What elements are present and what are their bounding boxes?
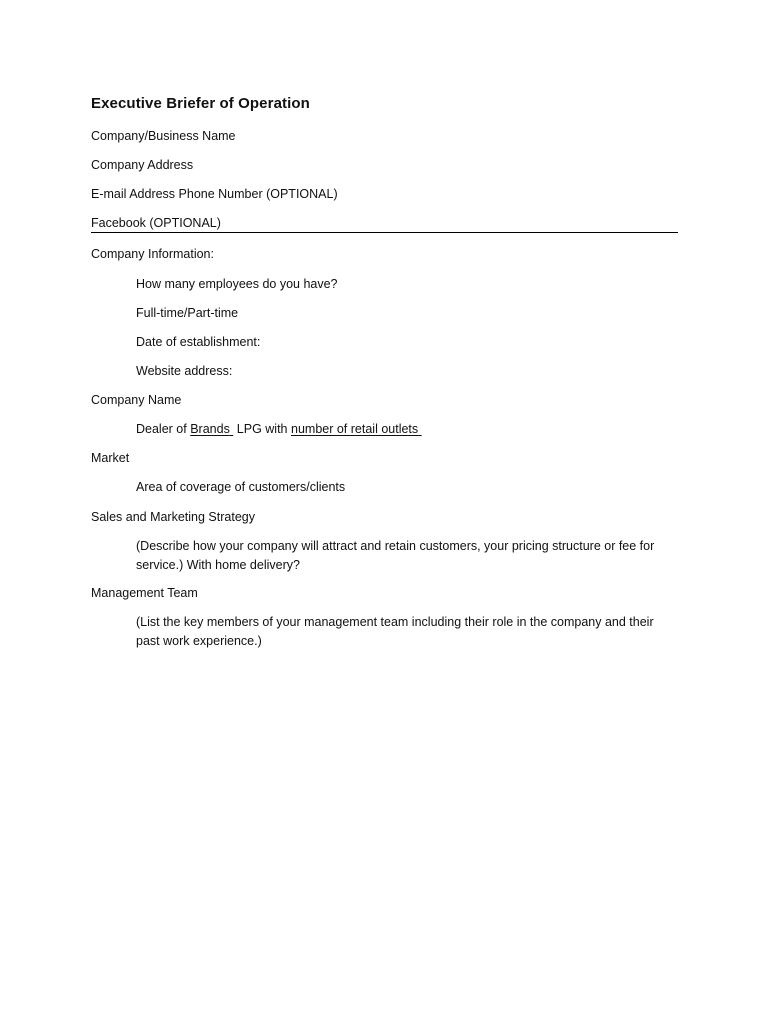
employees-question: How many employees do you have? bbox=[136, 277, 338, 291]
retail-outlets-blank: number of retail outlets bbox=[291, 422, 419, 436]
company-business-name-label: Company/Business Name bbox=[91, 129, 236, 143]
facebook-label: Facebook (OPTIONAL) bbox=[91, 216, 221, 230]
sales-marketing-description: (Describe how your company will attract and retain customers, your pricing structure or fee for service.) With home delivery? bbox=[136, 539, 655, 572]
company-information-heading: Company Information: bbox=[91, 247, 214, 261]
market-heading: Market bbox=[91, 451, 130, 465]
date-of-establishment-label: Date of establishment: bbox=[136, 335, 261, 349]
email-phone-label: E-mail Address Phone Number (OPTIONAL) bbox=[91, 187, 338, 201]
brands-blank: Brands bbox=[190, 422, 230, 436]
area-of-coverage-label: Area of coverage of customers/clients bbox=[136, 480, 346, 494]
sales-marketing-heading: Sales and Marketing Strategy bbox=[91, 510, 255, 524]
horizontal-rule bbox=[91, 232, 678, 233]
dealer-prefix: Dealer of bbox=[136, 422, 187, 436]
dealer-line bbox=[136, 420, 422, 439]
management-team-description: (List the key members of your management team including their role in the company and their past work experience.) bbox=[136, 615, 654, 648]
company-name-heading: Company Name bbox=[91, 393, 182, 407]
document-title: Executive Briefer of Operation bbox=[91, 95, 310, 112]
website-address-label: Website address: bbox=[136, 364, 233, 378]
fulltime-parttime-label: Full-time/Part-time bbox=[136, 306, 239, 320]
lpg-with-text: LPG with bbox=[236, 422, 288, 436]
company-address-label: Company Address bbox=[91, 158, 194, 172]
management-team-heading: Management Team bbox=[91, 586, 198, 600]
